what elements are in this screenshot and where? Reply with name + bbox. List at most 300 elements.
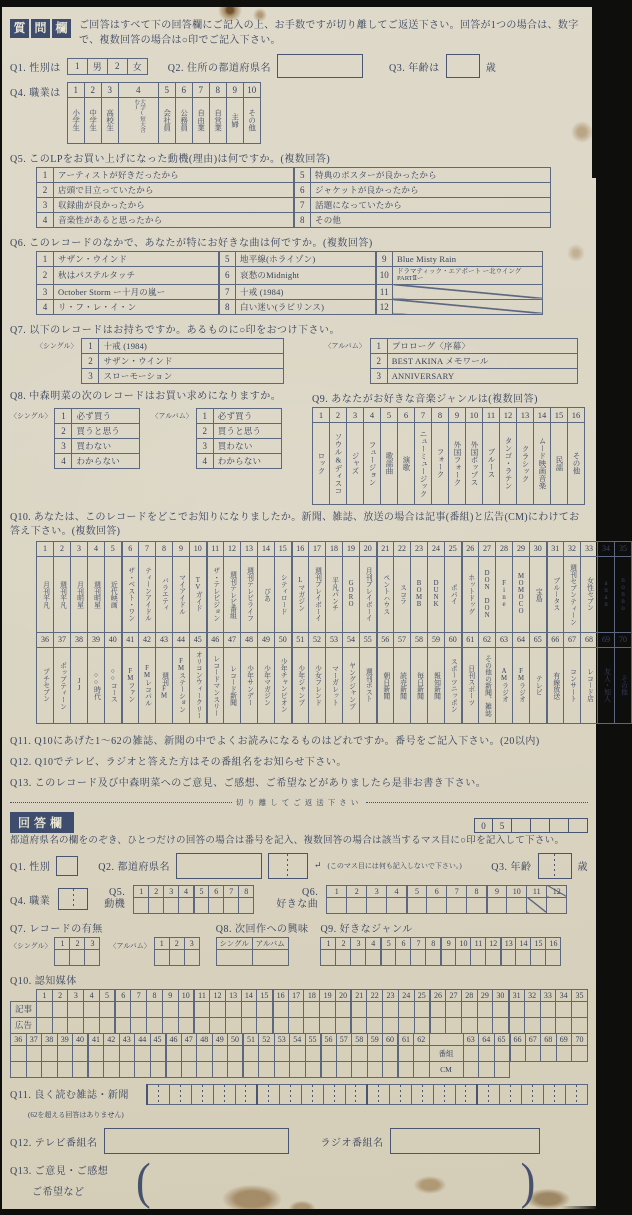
genre-number: 15	[551, 407, 568, 422]
answer-cell[interactable]	[477, 1001, 493, 1017]
answer-cell[interactable]	[135, 1061, 151, 1077]
media-number: 65	[530, 632, 547, 647]
answer-cell[interactable]	[556, 1045, 572, 1061]
grid-number: 2	[70, 937, 85, 949]
occupation-label: 小学生	[67, 98, 84, 144]
row-label: 広告	[11, 1017, 37, 1033]
grid-number: 24	[398, 989, 414, 1001]
answer-cell[interactable]	[169, 1084, 191, 1104]
media-label: ヤングジャンプ	[343, 647, 360, 723]
answer-cell[interactable]	[259, 1061, 275, 1077]
answer-cell[interactable]	[447, 897, 467, 913]
a-q3-box[interactable]	[538, 853, 572, 879]
item-text: 必ず買う	[72, 408, 140, 423]
grid-number: 60	[383, 1033, 399, 1045]
answer-cell[interactable]	[367, 1061, 383, 1077]
occupation-number: 9	[226, 83, 243, 98]
answer-cell[interactable]	[235, 1084, 257, 1104]
item-number: 2	[55, 423, 72, 438]
grid-number: 7	[131, 989, 147, 1001]
answer-cell[interactable]	[531, 949, 546, 965]
answer-cell[interactable]	[540, 1001, 556, 1017]
answer-cell[interactable]	[166, 1061, 182, 1077]
answer-cell[interactable]	[279, 1084, 301, 1104]
answer-cell[interactable]	[184, 949, 199, 965]
answer-cell[interactable]	[84, 1017, 100, 1033]
answer-cell[interactable]	[52, 1001, 68, 1017]
answer-cell[interactable]	[367, 897, 387, 913]
answer-cell[interactable]	[389, 1084, 411, 1104]
answer-cell[interactable]	[446, 1001, 462, 1017]
answer-cell[interactable]	[73, 1045, 89, 1061]
answer-cell[interactable]	[540, 1017, 556, 1033]
answer-cell[interactable]	[154, 949, 169, 965]
media-number: 20	[360, 541, 377, 556]
answer-cell[interactable]	[456, 949, 471, 965]
answer-cell[interactable]	[11, 1061, 27, 1077]
media-label: 週刊テレビ番組	[224, 556, 241, 632]
answer-cell[interactable]	[494, 1045, 510, 1061]
answer-cell[interactable]	[304, 1001, 320, 1017]
occupation-number: 7	[192, 83, 209, 98]
occupation-label: 自由業	[192, 98, 209, 144]
answer-cell[interactable]	[430, 1017, 446, 1033]
answer-cell[interactable]	[321, 1045, 337, 1061]
answer-cell[interactable]	[288, 1001, 304, 1017]
answer-cell[interactable]	[427, 897, 447, 913]
answer-cell[interactable]	[347, 897, 367, 913]
answer-cell[interactable]	[228, 1061, 244, 1077]
answer-cell[interactable]	[524, 1001, 540, 1017]
answer-cell[interactable]	[197, 1045, 213, 1061]
grid-number: 66	[510, 1033, 526, 1045]
answer-cell[interactable]	[571, 1017, 587, 1033]
answer-cell[interactable]	[446, 1017, 462, 1033]
grid-number: 21	[351, 989, 367, 1001]
answer-cell[interactable]	[274, 1061, 290, 1077]
media-label: ホットドッグ	[462, 556, 479, 632]
answer-cell[interactable]	[414, 1045, 430, 1061]
answer-cell[interactable]	[55, 949, 70, 965]
open-paren: (	[136, 1153, 151, 1210]
genre-number: 10	[466, 407, 483, 422]
a-q1-box[interactable]	[56, 856, 78, 876]
answer-cell[interactable]	[463, 1061, 479, 1077]
answer-cell[interactable]	[494, 1061, 510, 1077]
answer-cell[interactable]	[301, 1084, 323, 1104]
answer-cell[interactable]	[430, 1001, 446, 1017]
grid-number: 41	[88, 1033, 104, 1045]
grid-number: 11	[471, 937, 486, 949]
answer-cell[interactable]	[321, 1061, 337, 1077]
answer-cell[interactable]	[131, 1017, 147, 1033]
answer-cell[interactable]	[336, 949, 351, 965]
answer-cell[interactable]	[73, 1061, 89, 1077]
answer-cell[interactable]	[461, 1001, 477, 1017]
answer-cell[interactable]	[181, 1045, 197, 1061]
item-number: 1	[37, 168, 54, 183]
answer-cell[interactable]	[398, 1045, 414, 1061]
answer-cell[interactable]	[414, 1001, 430, 1017]
media-number: 68	[581, 632, 598, 647]
media-number: 13	[241, 541, 258, 556]
answer-cell[interactable]	[543, 1084, 565, 1104]
grid-number: 58	[352, 1033, 368, 1045]
answer-cell[interactable]	[115, 1017, 131, 1033]
answer-cell[interactable]	[351, 1001, 367, 1017]
answer-cell[interactable]	[367, 1084, 389, 1104]
grid-number: 9	[487, 885, 507, 897]
grid-number: 64	[479, 1033, 495, 1045]
media-number: 45	[190, 632, 207, 647]
media-number: 23	[411, 541, 428, 556]
answer-cell[interactable]	[147, 1017, 163, 1033]
answer-cell[interactable]	[119, 1045, 135, 1061]
media-label: DON DON	[479, 556, 496, 632]
item-number: 1	[196, 408, 213, 423]
answer-cell[interactable]	[486, 949, 501, 965]
answer-cell[interactable]	[68, 1001, 84, 1017]
answer-cell[interactable]	[166, 1045, 182, 1061]
answer-cell[interactable]	[524, 1017, 540, 1033]
answer-cell[interactable]	[150, 1045, 166, 1061]
answer-cell[interactable]	[85, 949, 100, 965]
answer-cell[interactable]	[290, 1061, 306, 1077]
answer-cell[interactable]	[510, 1045, 526, 1061]
item-text: 哀愁のMidnight	[236, 267, 376, 285]
answer-cell[interactable]	[441, 949, 456, 965]
answer-cell[interactable]	[477, 1084, 499, 1104]
answer-cell[interactable]	[461, 1017, 477, 1033]
tv-program-input-box[interactable]	[104, 1128, 289, 1154]
item-text: その他	[311, 213, 551, 228]
answer-cell[interactable]	[213, 1084, 235, 1104]
answer-cell[interactable]	[257, 1017, 273, 1033]
item-number: 1	[370, 338, 387, 353]
answer-cell[interactable]	[257, 1001, 273, 1017]
serial-number-boxes	[474, 818, 588, 833]
answer-cell[interactable]	[104, 1061, 120, 1077]
answer-cell[interactable]	[527, 897, 547, 913]
occupation-number: 2	[84, 83, 101, 98]
answer-cell[interactable]	[351, 949, 366, 965]
media-number: 48	[241, 632, 258, 647]
answer-cell[interactable]	[259, 1045, 275, 1061]
a-q6-grid	[326, 885, 567, 914]
answer-cell[interactable]	[381, 949, 396, 965]
a-q2-code-box[interactable]	[268, 853, 308, 879]
answer-cell[interactable]	[414, 1017, 430, 1033]
answer-cell[interactable]	[320, 1017, 336, 1033]
answer-cell[interactable]	[88, 1061, 104, 1077]
answer-cell[interactable]	[547, 897, 567, 913]
answer-cell[interactable]	[70, 949, 85, 965]
answer-cell[interactable]	[52, 1017, 68, 1033]
grid-number: 28	[461, 989, 477, 1001]
radio-program-input-box[interactable]	[390, 1128, 540, 1154]
grid-number: 36	[11, 1033, 27, 1045]
answer-cell[interactable]	[42, 1061, 58, 1077]
answer-cell[interactable]	[525, 1045, 541, 1061]
answer-cell[interactable]	[541, 1045, 557, 1061]
grid-number: 13	[501, 937, 516, 949]
a-q11-label: Q11. 良く読む雑誌・新聞	[10, 1089, 129, 1101]
answer-cell[interactable]	[501, 949, 516, 965]
answer-cell[interactable]	[37, 1001, 53, 1017]
answer-cell[interactable]	[288, 1017, 304, 1033]
answer-cell[interactable]	[26, 1045, 42, 1061]
answer-cell[interactable]	[194, 1001, 210, 1017]
answer-cell[interactable]	[320, 1001, 336, 1017]
item-number: 2	[82, 353, 99, 368]
question-section	[10, 19, 627, 789]
answer-cell[interactable]	[477, 1017, 493, 1033]
answer-cell[interactable]	[509, 1017, 525, 1033]
answer-cell[interactable]	[499, 1084, 521, 1104]
answer-cell[interactable]	[26, 1061, 42, 1077]
grid-number: 10	[507, 885, 527, 897]
answer-cell[interactable]	[216, 949, 252, 965]
answer-cell[interactable]	[305, 1061, 321, 1077]
grid-number: 4	[366, 937, 381, 949]
answer-cell[interactable]	[104, 1045, 120, 1061]
answer-cell[interactable]	[84, 1001, 100, 1017]
answer-cell[interactable]	[383, 1001, 399, 1017]
answer-cell[interactable]	[224, 897, 239, 913]
a-q10-grid-2	[10, 1033, 588, 1078]
answer-cell[interactable]	[243, 1045, 259, 1061]
answer-cell[interactable]	[42, 1045, 58, 1061]
answer-cell[interactable]	[345, 1084, 367, 1104]
media-number: 15	[275, 541, 292, 556]
occupation-number: 8	[209, 83, 226, 98]
item-text: ジャケットが良かったから	[311, 183, 551, 198]
media-number: 5	[105, 541, 122, 556]
answer-cell[interactable]	[225, 1017, 241, 1033]
answer-cell[interactable]	[162, 1001, 178, 1017]
answer-cell[interactable]	[367, 1001, 383, 1017]
answer-cell[interactable]	[366, 949, 381, 965]
answer-cell[interactable]	[426, 949, 441, 965]
answer-cell[interactable]	[147, 1084, 169, 1104]
answer-cell[interactable]	[162, 1017, 178, 1033]
media-number: 25	[445, 541, 462, 556]
grid-number: 10	[178, 989, 194, 1001]
media-label: 報知新聞	[428, 647, 445, 723]
answer-cell[interactable]	[304, 1017, 320, 1033]
answer-cell[interactable]	[321, 949, 336, 965]
answer-cell[interactable]	[99, 1017, 115, 1033]
mid-label: 番組	[429, 1045, 463, 1061]
answer-cell[interactable]	[411, 1084, 433, 1104]
answer-cell[interactable]	[398, 1001, 414, 1017]
answer-cell[interactable]	[516, 949, 531, 965]
answer-cell[interactable]	[178, 1001, 194, 1017]
answer-section-badge: 回答欄	[10, 812, 74, 833]
answer-cell[interactable]	[179, 897, 194, 913]
answer-cell[interactable]	[252, 949, 288, 965]
answer-cell[interactable]	[411, 949, 426, 965]
answer-cell[interactable]	[257, 1084, 279, 1104]
grid-number: 3	[184, 937, 199, 949]
answer-cell[interactable]	[323, 1084, 345, 1104]
answer-cell[interactable]	[134, 897, 149, 913]
grid-number: 18	[304, 989, 320, 1001]
answer-cell[interactable]	[149, 897, 164, 913]
answer-cell[interactable]	[181, 1061, 197, 1077]
answer-cell[interactable]	[463, 1045, 479, 1061]
media-number: 42	[139, 632, 156, 647]
answer-cell[interactable]	[387, 897, 407, 913]
answer-cell[interactable]	[135, 1045, 151, 1061]
answer-cell[interactable]	[367, 1045, 383, 1061]
q8-single-options-table	[54, 408, 140, 469]
answer-cell[interactable]	[521, 1084, 543, 1104]
a-q9-label: Q9. 好きなジャンル	[320, 923, 413, 935]
a-q2-box[interactable]	[176, 853, 262, 879]
answer-cell[interactable]	[383, 1017, 399, 1033]
answer-cell[interactable]	[210, 1017, 226, 1033]
answer-cell[interactable]	[197, 1061, 213, 1077]
answer-cell[interactable]	[241, 1017, 257, 1033]
answer-cell[interactable]	[367, 1017, 383, 1033]
answer-cell[interactable]	[290, 1045, 306, 1061]
answer-cell[interactable]	[407, 897, 427, 913]
answer-cell[interactable]	[178, 1017, 194, 1033]
answer-cell[interactable]	[147, 1001, 163, 1017]
answer-cell[interactable]	[119, 1061, 135, 1077]
answer-cell[interactable]	[467, 897, 487, 913]
item-text: 話題になっていたから	[311, 198, 551, 213]
free-comment-area[interactable]	[136, 1153, 536, 1210]
answer-cell[interactable]	[398, 1061, 414, 1077]
answer-cell[interactable]	[88, 1045, 104, 1061]
grid-number: 11	[527, 885, 547, 897]
answer-cell[interactable]	[150, 1061, 166, 1077]
answer-cell[interactable]	[556, 1017, 572, 1033]
answer-cell[interactable]	[115, 1001, 131, 1017]
answer-cell[interactable]	[335, 1001, 351, 1017]
grid-number: 9	[162, 989, 178, 1001]
item-number: 3	[55, 438, 72, 453]
answer-cell[interactable]	[565, 1084, 587, 1104]
a-q5-label: Q5.	[109, 886, 126, 898]
answer-cell[interactable]	[209, 897, 224, 913]
answer-cell[interactable]	[479, 1045, 495, 1061]
q5-label: Q5. このLPをお買い上げになった動機(理由)は何ですか。(複数回答)	[10, 154, 331, 165]
serial-digit-box: 0	[474, 818, 493, 833]
answer-cell[interactable]	[57, 1061, 73, 1077]
answer-cell[interactable]	[37, 1017, 53, 1033]
answer-cell[interactable]	[327, 897, 347, 913]
answer-cell[interactable]	[471, 949, 486, 965]
answer-cell[interactable]	[243, 1061, 259, 1077]
answer-cell[interactable]	[336, 1045, 352, 1061]
media-label: ペントハウス	[377, 556, 394, 632]
age-input-box[interactable]	[446, 54, 480, 78]
answer-cell[interactable]	[273, 1017, 289, 1033]
answer-cell[interactable]	[571, 1001, 587, 1017]
answer-cell[interactable]	[228, 1045, 244, 1061]
q6-songs-table	[36, 251, 543, 315]
grid-number: 4	[179, 885, 194, 897]
answer-cell[interactable]	[239, 897, 254, 913]
answer-cell[interactable]	[57, 1045, 73, 1061]
answer-cell[interactable]	[479, 1061, 495, 1077]
answer-cell[interactable]	[241, 1001, 257, 1017]
answer-cell[interactable]	[433, 1084, 455, 1104]
answer-cell[interactable]	[352, 1061, 368, 1077]
media-label: ティーンアイドル	[139, 556, 156, 632]
corner	[11, 989, 37, 1001]
answer-cell[interactable]	[383, 1061, 399, 1077]
item-number: 3	[196, 438, 213, 453]
answer-cell[interactable]	[68, 1017, 84, 1033]
answer-cell[interactable]	[212, 1045, 228, 1061]
answer-cell[interactable]	[131, 1001, 147, 1017]
answer-cell[interactable]	[225, 1001, 241, 1017]
answer-cell[interactable]	[212, 1061, 228, 1077]
media-label: MOMOCO	[513, 556, 530, 632]
answer-cell[interactable]	[305, 1045, 321, 1061]
answer-cell[interactable]	[274, 1045, 290, 1061]
answer-cell[interactable]	[336, 1061, 352, 1077]
answer-cell[interactable]	[351, 1017, 367, 1033]
answer-cell[interactable]	[546, 949, 561, 965]
answer-cell[interactable]	[164, 897, 179, 913]
occupation-number: 4	[118, 83, 158, 98]
answer-cell[interactable]	[572, 1045, 588, 1061]
answer-cell[interactable]	[414, 1061, 430, 1077]
occupation-label: 高校生	[101, 98, 118, 144]
genre-number: 5	[381, 407, 398, 422]
answer-cell[interactable]	[396, 949, 411, 965]
answer-cell[interactable]	[507, 897, 527, 913]
answer-cell[interactable]	[273, 1001, 289, 1017]
answer-cell[interactable]	[493, 1001, 509, 1017]
a-q4-box[interactable]	[58, 888, 88, 910]
answer-cell[interactable]	[487, 897, 507, 913]
answer-cell[interactable]	[352, 1045, 368, 1061]
item-text	[393, 299, 543, 314]
genre-label: 民謡	[551, 422, 568, 504]
answer-cell[interactable]	[383, 1045, 399, 1061]
occupation-number: 3	[101, 83, 118, 98]
answer-cell[interactable]	[194, 897, 209, 913]
prefecture-input-box[interactable]	[277, 54, 363, 78]
answer-cell[interactable]	[210, 1001, 226, 1017]
genre-label: クラシック	[517, 422, 534, 504]
grid-number: 7	[224, 885, 239, 897]
answer-cell[interactable]	[335, 1017, 351, 1033]
media-number: 62	[479, 632, 496, 647]
answer-cell[interactable]	[509, 1001, 525, 1017]
answer-cell[interactable]	[493, 1017, 509, 1033]
answer-cell[interactable]	[191, 1084, 213, 1104]
item-number: 4	[196, 453, 213, 468]
answer-cell[interactable]	[194, 1017, 210, 1033]
occupation-label: 大学(短大含む)	[118, 98, 158, 144]
answer-cell[interactable]	[11, 1045, 27, 1061]
answer-cell[interactable]	[169, 949, 184, 965]
answer-cell[interactable]	[398, 1017, 414, 1033]
answer-cell[interactable]	[455, 1084, 477, 1104]
answer-cell[interactable]	[99, 1001, 115, 1017]
grid-number: 20	[335, 989, 351, 1001]
grid-number: 1	[154, 937, 169, 949]
answer-cell[interactable]	[556, 1001, 572, 1017]
media-number: 38	[71, 632, 88, 647]
